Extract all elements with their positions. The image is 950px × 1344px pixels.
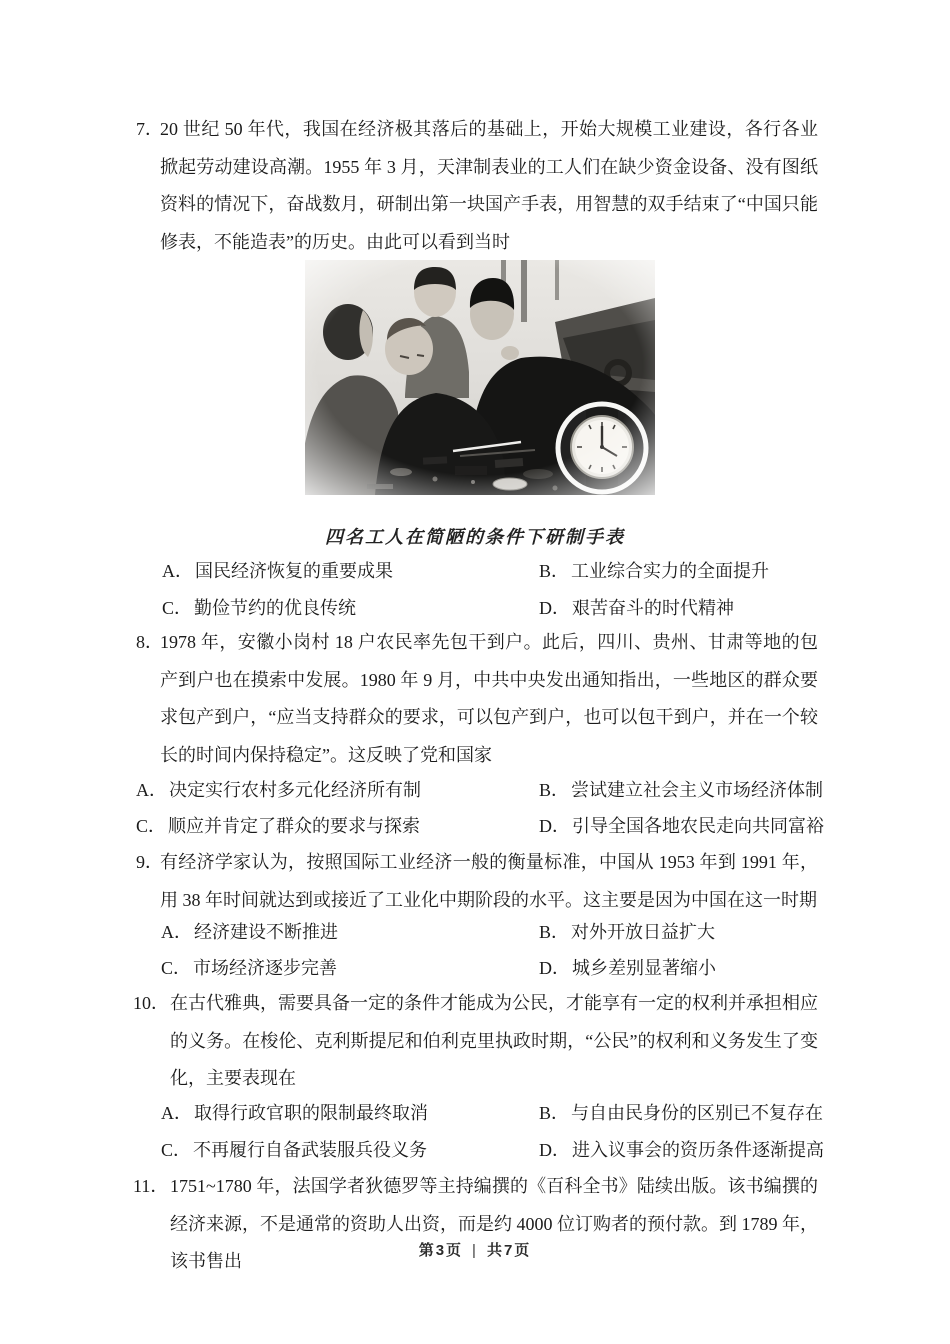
option-text: 顺应并肯定了群众的要求与探索 xyxy=(168,816,421,836)
option-text: 对外开放日益扩大 xyxy=(571,922,716,942)
question-10-option-b xyxy=(539,1095,823,1133)
option-text: 不再履行自备武装服兵役义务 xyxy=(193,1140,428,1160)
option-label: A． xyxy=(161,1103,192,1123)
option-label: A． xyxy=(136,780,167,800)
question-10-option-a xyxy=(161,1095,428,1133)
question-10-text: 在古代雅典，需要具备一定的条件才能成为公民，才能享有一定的权利并承担相应的义务。在梭伦、克利斯提尼和伯利克里执政时期，“公民”的权利和义务发生了变化，主要表现在 xyxy=(170,993,818,1088)
question-9-text: 有经济学家认为，按照国际工业经济一般的衡量标准，中国从 1953 年到 1991 年，用 38 年时间就达到或接近了工业化中期阶段的水平。这主要是因为中国在这一时期 xyxy=(160,852,818,910)
option-text: 与自由民身份的区别已不复存在 xyxy=(571,1103,824,1123)
option-text: 城乡差别显著缩小 xyxy=(572,958,716,978)
question-11-number: 11． xyxy=(133,1176,169,1196)
question-7-option-c xyxy=(162,590,356,628)
option-text: 尝试建立社会主义市场经济体制 xyxy=(571,780,824,800)
option-label: D． xyxy=(539,1140,570,1160)
option-label: B． xyxy=(539,1103,570,1123)
question-8-text: 1978 年，安徽小岗村 18 户农民率先包干到户。此后，四川、贵州、甘肃等地的包产到户也在摸索中发展。1980 年 9 月，中共中央发出通知指出，一些地区的群众要求包产到户，“应当支持群众的要求，可以包产到户，也可以包干到户，并在一个较长的时间内保持稳定”。这反映了党和国家 xyxy=(160,632,818,765)
question-10-option-c xyxy=(161,1132,427,1170)
option-text: 引导全国各地农民走向共同富裕 xyxy=(572,816,824,836)
option-text: 市场经济逐步完善 xyxy=(193,958,338,978)
option-text: 取得行政官职的限制最终取消 xyxy=(194,1103,428,1123)
option-label: D． xyxy=(539,816,570,836)
option-label: C． xyxy=(161,1140,192,1160)
question-8-option-b xyxy=(539,772,823,810)
option-text: 国民经济恢复的重要成果 xyxy=(195,561,393,581)
question-8-option-c xyxy=(136,808,420,846)
option-label: B． xyxy=(539,780,570,800)
option-label: C． xyxy=(161,958,192,978)
question-10-option-d xyxy=(539,1132,824,1170)
question-9-option-a xyxy=(161,914,338,952)
option-label: B． xyxy=(539,922,570,942)
question-7-option-d xyxy=(539,590,734,628)
option-text: 勤俭节约的优良传统 xyxy=(194,598,357,618)
option-text: 进入议事会的资历条件逐渐提高 xyxy=(572,1140,824,1160)
question-9-option-c xyxy=(161,950,337,988)
question-9-option-b xyxy=(539,914,715,952)
photo-vignette xyxy=(305,260,655,495)
question-7-option-b xyxy=(539,553,769,591)
question-8-number: 8． xyxy=(136,632,163,652)
option-text: 经济建设不断推进 xyxy=(194,922,338,942)
question-9-number: 9． xyxy=(136,852,163,872)
question-7-photo xyxy=(305,260,655,495)
question-11-text: 1751~1780 年，法国学者狄德罗等主持编撰的《百科全书》陆续出版。该书编撰的经济来源，不是通常的资助人出资，而是约 4000 位订购者的预付款。到 1789 年，该书售出 xyxy=(170,1176,818,1271)
option-label: D． xyxy=(539,958,570,978)
option-label: C． xyxy=(136,816,167,836)
option-text: 工业综合实力的全面提升 xyxy=(571,561,770,581)
option-label: D． xyxy=(539,598,570,618)
option-text: 艰苦奋斗的时代精神 xyxy=(572,598,734,618)
question-7-number: 7． xyxy=(136,119,163,139)
photo-image xyxy=(305,260,655,495)
question-7-option-a xyxy=(162,553,393,591)
footer-total-pages: 共7页 xyxy=(486,1242,532,1259)
question-8-option-d xyxy=(539,808,824,846)
option-label: A． xyxy=(161,922,192,942)
photo-caption: 四名工人在简陋的条件下研制手表 xyxy=(325,527,625,547)
footer-page-number: 第3页 xyxy=(418,1242,464,1259)
question-9-option-d xyxy=(539,950,716,988)
page-footer xyxy=(0,1240,950,1262)
question-7-text: 20 世纪 50 年代，我国在经济极其落后的基础上，开始大规模工业建设，各行各业掀起劳动建设高潮。1955 年 3 月，天津制表业的工人们在缺少资金设备、没有图纸资料的情况下，奋战数月，研制出第一块国产手表，用智慧的双手结束了“中国只能修表，不能造表”的历史。由此可以看到当时 xyxy=(160,119,818,252)
question-8-option-a xyxy=(136,772,421,810)
question-10-number: 10． xyxy=(133,993,169,1013)
option-label: A． xyxy=(162,561,193,581)
footer-separator: | xyxy=(472,1242,478,1259)
option-label: B． xyxy=(539,561,570,581)
option-label: C． xyxy=(162,598,193,618)
option-text: 决定实行农村多元化经济所有制 xyxy=(169,780,421,800)
